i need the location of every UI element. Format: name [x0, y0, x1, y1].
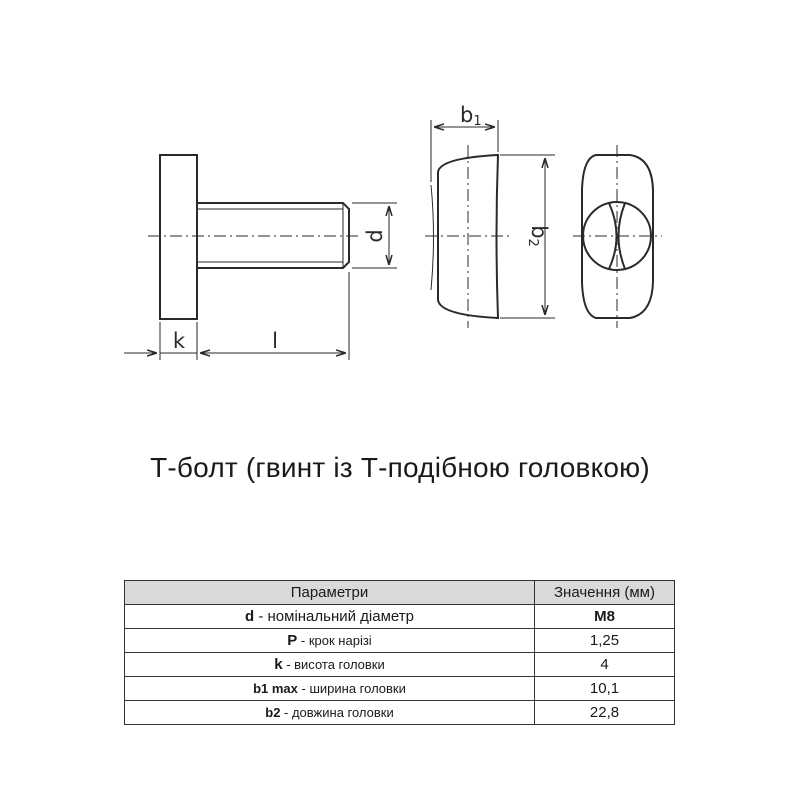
header-values: Значення (мм): [535, 581, 675, 605]
table-row: [125, 629, 675, 653]
dim-label-l: l: [272, 329, 278, 353]
param-desc: - довжина головки: [280, 705, 394, 720]
param-symbol: P: [287, 632, 298, 649]
param-desc: - ширина головки: [297, 681, 406, 696]
table-header-row: [125, 581, 675, 605]
table-row: [125, 605, 675, 629]
param-symbol: b2: [265, 705, 281, 720]
value-cell: 1,25: [535, 629, 675, 653]
value-cell: 22,8: [535, 701, 675, 725]
dim-label-d: d: [363, 229, 387, 243]
table-row: [125, 701, 675, 725]
bolt-head: [160, 155, 197, 319]
param-cell: [125, 605, 535, 629]
value-cell: [535, 605, 675, 629]
table-row: [125, 677, 675, 701]
head-bottom-view: [573, 145, 662, 328]
parameters-table: [124, 580, 675, 725]
dim-label-k: k: [172, 329, 186, 353]
dim-d: [352, 203, 397, 268]
param-cell: [125, 677, 535, 701]
page-title: Т-болт (гвинт із Т-подібною головкою): [150, 452, 650, 483]
table-row: [125, 653, 675, 677]
param-symbol: k: [274, 656, 283, 673]
header-parameters: Параметри: [125, 581, 535, 605]
param-symbol: d: [245, 608, 255, 625]
dim-b1: [431, 103, 498, 182]
param-cell: [125, 629, 535, 653]
dim-k-l: [124, 272, 349, 360]
dim-label-b2: b2: [525, 225, 551, 247]
param-desc: - крок нарізі: [297, 633, 372, 648]
head-end-view: [425, 145, 512, 328]
param-symbol: b1 max: [253, 681, 298, 696]
param-desc: - висота головки: [282, 657, 385, 672]
value-text: M8: [594, 608, 615, 625]
param-cell: [125, 653, 535, 677]
value-cell: 10,1: [535, 677, 675, 701]
dim-label-b1: b1: [460, 103, 482, 129]
param-cell: [125, 701, 535, 725]
value-cell: 4: [535, 653, 675, 677]
param-desc: - номінальний діаметр: [254, 608, 414, 625]
bolt-side-view: [148, 155, 362, 319]
